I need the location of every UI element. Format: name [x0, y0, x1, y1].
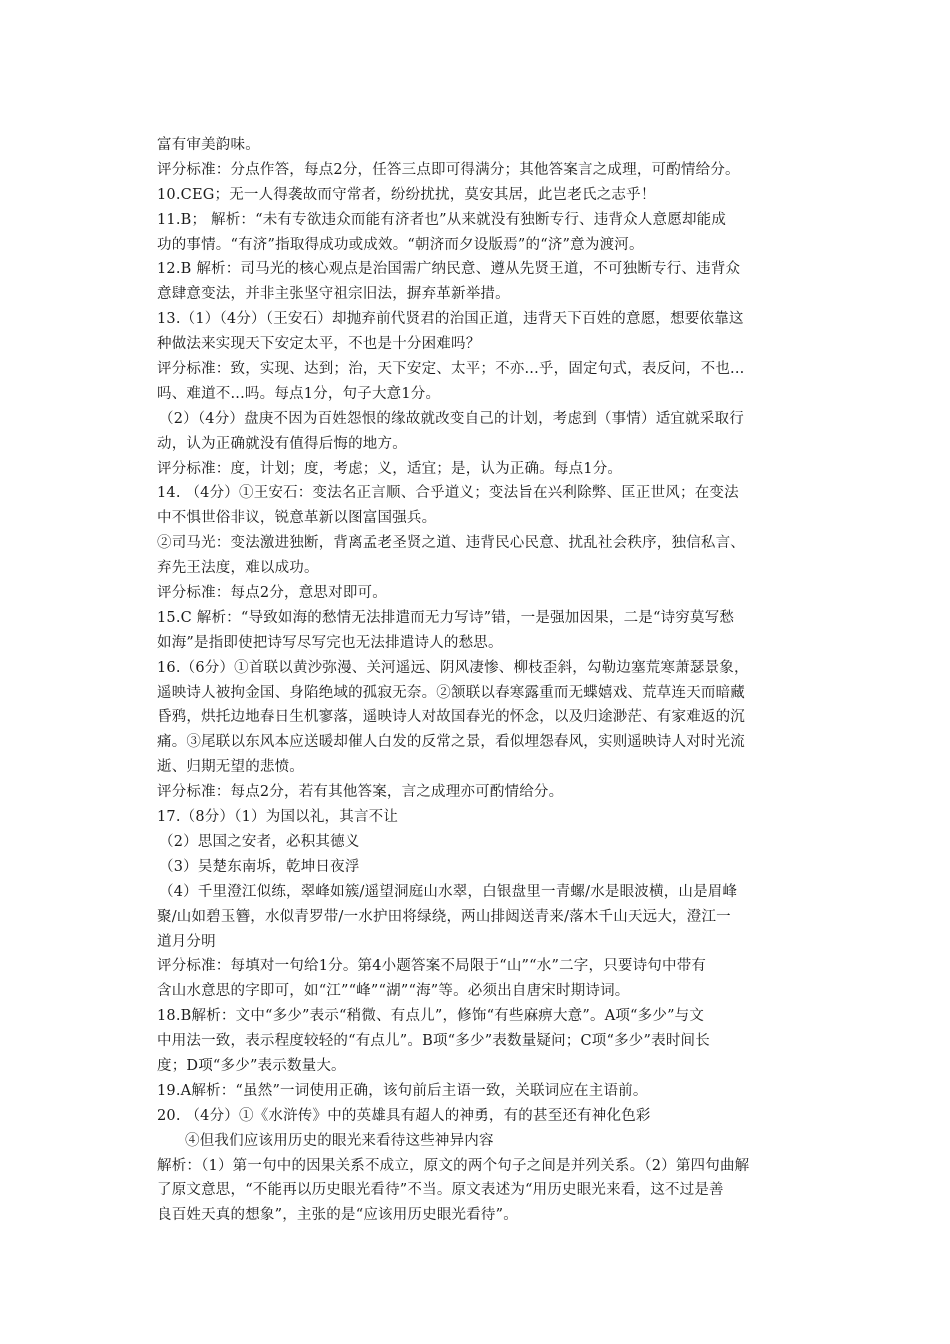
- text-line: 18.B解析：文中“多少”表示“稍微、有点儿”，修饰“有些麻痹大意”。A项“多少”与文: [157, 1008, 705, 1025]
- text-line: 富有审美韵味。: [157, 137, 260, 153]
- text-line: 遥映诗人被拘金国、身陷绝域的孤寂无奈。②颔联以春寒露重而无蝶嬉戏、荒草连天而暗藏: [157, 684, 745, 701]
- text-line: 评分标准：每填对一句给1分。第4小题答案不局限于“山”“水”二字，只要诗句中带有: [157, 958, 707, 975]
- text-line: 种做法来实现天下安定太平，不也是十分困难吗？: [157, 336, 481, 353]
- text-line: 14. （4分）①王安石：变法名正言顺、合乎道义；变法旨在兴利除弊、匡正世风；在变法: [157, 485, 739, 502]
- text-line: （2）思国之安者，必积其德义: [159, 833, 360, 850]
- text-line: 功的事情。“有济”指取得成功或成效。“朝济而夕设版焉”的“济”意为渡河。: [157, 236, 644, 253]
- text-line: 评分标准：分点作答，每点2分，任答三点即可得满分；其他答案言之成理，可酌情给分。: [157, 161, 740, 178]
- text-line: 含山水意思的字即可，如“江”“峰”“湖”“海”等。必须出自唐宋时期诗词。: [157, 983, 630, 1000]
- text-line: 吗、难道不...吗。每点1分，句子大意1分。: [157, 385, 441, 402]
- text-line: ④但我们应该用历史的眼光来看待这些神异内容: [185, 1132, 494, 1149]
- text-line: 11.B； 解析：“未有专欲违众而能有济者也”从来就没有独断专行、违背众人意愿却能成: [157, 211, 727, 228]
- text-line: 中用法一致，表示程度较轻的“有点儿”。B项“多少”表数量疑问；C项“多少”表时间长: [157, 1033, 710, 1050]
- text-line: 了原文意思，“不能再以历史眼光看待”不当。原文表述为“用历史眼光来看，这不过是善: [157, 1182, 724, 1199]
- text-line: 20. （4分）①《水浒传》中的英雄具有超人的神勇，有的甚至还有神化色彩: [157, 1107, 651, 1124]
- text-line: 12.B 解析：司马光的核心观点是治国需广纳民意、遵从先贤王道，不可独断专行、违背众: [157, 261, 741, 278]
- text-line: 10.CEG；无一人得袭故而守常者，纷纷扰扰，莫安其居，此岂老氏之志乎！: [157, 186, 656, 203]
- text-line: 17.（8分）（1）为国以礼，其言不让: [157, 809, 399, 826]
- text-line: 良百姓天真的想象”，主张的是“应该用历史眼光看待”。: [157, 1207, 518, 1224]
- text-line: （2）（4分）盘庚不因为百姓怨恨的缘故就改变自己的计划，考虑到（事情）适宜就采取行: [159, 410, 744, 427]
- text-line: 19.A解析：“虽然”一词使用正确，该句前后主语一致，关联词应在主语前。: [157, 1082, 648, 1099]
- text-line: 度；D项“多少”表示数量大。: [157, 1057, 346, 1074]
- text-line: 弃先王法度，难以成功。: [157, 560, 319, 577]
- text-line: 评分标准：致，实现、达到；治，天下安定、太平；不亦...乎，固定句式，表反问，不也...: [157, 361, 745, 378]
- text-line: 16.（6分）①首联以黄沙弥漫、关河遥远、阴风凄惨、柳枝歪斜，勾勒边塞荒寒萧瑟景象，: [157, 659, 749, 676]
- text-line: 动，认为正确就没有值得后悔的地方。: [157, 435, 407, 452]
- text-line: 评分标准：每点2分，若有其他答案，言之成理亦可酌情给分。: [157, 784, 564, 801]
- text-line: 逝、归期无望的悲愤。: [157, 759, 304, 776]
- text-line: （4）千里澄江似练，翠峰如簇/遥望洞庭山水翠，白银盘里一青螺/水是眼波横，山是眉峰: [159, 883, 738, 900]
- text-line: 昏鸦，烘托边地春日生机寥落，遥映诗人对故国春光的怀念，以及归途渺茫、有家难返的沉: [157, 709, 745, 726]
- text-line: 评分标准：每点2分，意思对即可。: [157, 585, 387, 602]
- text-line: 聚/山如碧玉簪，水似青罗带/一水护田将绿绕，两山排闼送青来/落木千山天远大，澄江一: [157, 908, 731, 925]
- answer-key-page: [157, 133, 837, 1228]
- text-line: 解析：（1）第一句中的因果关系不成立，原文的两个句子之间是并列关系。（2）第四句曲解: [157, 1157, 750, 1174]
- text-line: 15.C 解析：“导致如海的愁情无法排遣而无力写诗”错，一是强加因果，二是“诗穷莫写愁: [157, 609, 735, 626]
- text-line: ②司马光：变法激进独断，背离孟老圣贤之道、违背民心民意、扰乱社会秩序，独信私言、: [157, 535, 745, 552]
- text-line: 评分标准：度，计划；度，考虑；义，适宜；是，认为正确。每点1分。: [157, 460, 623, 477]
- text-line: 中不惧世俗非议，锐意革新以图富国强兵。: [157, 510, 437, 527]
- text-line: 道月分明: [157, 933, 216, 950]
- text-line: 痛。③尾联以东风本应送暖却催人白发的反常之景，看似埋怨春风，实则遥映诗人对时光流: [157, 734, 745, 751]
- text-line: 13.（1）（4分）（王安石）却抛弃前代贤君的治国正道，违背天下百姓的意愿，想要依靠这: [157, 311, 744, 328]
- text-line: 意肆意变法，并非主张坚守祖宗旧法，摒弃革新举措。: [157, 286, 510, 303]
- text-line: （3）吴楚东南坼，乾坤日夜浮: [159, 858, 360, 875]
- text-line: 如海”是指即使把诗写尽写完也无法排遣诗人的愁思。: [157, 634, 503, 651]
